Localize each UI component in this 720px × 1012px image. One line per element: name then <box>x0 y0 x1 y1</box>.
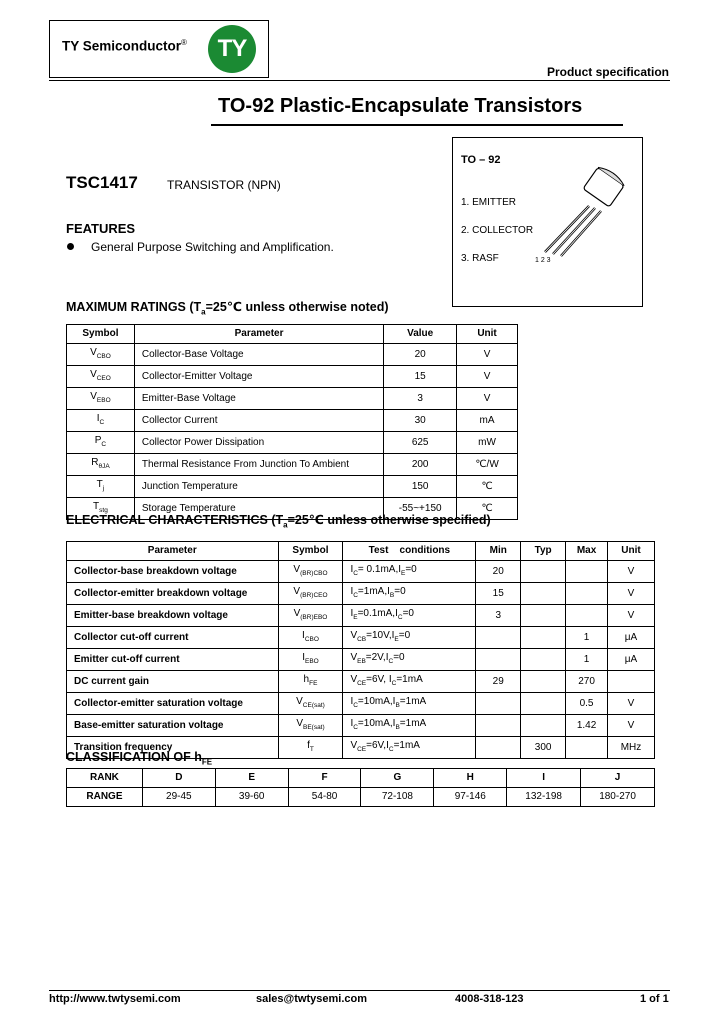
col-header: Symbol <box>278 542 343 561</box>
symbol-cell <box>67 475 135 497</box>
table-header-row <box>67 542 655 561</box>
parameter-cell: Emitter-Base Voltage <box>134 387 383 409</box>
symbol-subscript: CBO <box>304 635 319 643</box>
symbol-subscript: CEO <box>96 374 111 382</box>
symbol-cell <box>278 736 343 758</box>
footer-phone: 4008-318-123 <box>455 993 524 1005</box>
range-cell: 97-146 <box>434 787 507 806</box>
parameter-cell: Transition frequency <box>67 736 279 758</box>
title-underline <box>211 124 623 126</box>
pin-1-label: 1. EMITTER <box>461 197 517 208</box>
value-cell: 30 <box>384 409 457 431</box>
rank-cell: D <box>142 769 215 788</box>
table-row <box>67 714 655 736</box>
table-row <box>67 431 518 453</box>
symbol-letter: R <box>91 456 99 468</box>
value-cell: 3 <box>384 387 457 409</box>
min-cell <box>476 736 521 758</box>
max-cell: 0.5 <box>566 692 608 714</box>
symbol-subscript: CBO <box>96 352 111 360</box>
unit-cell: V <box>608 560 655 582</box>
unit-cell: V <box>608 692 655 714</box>
col-header: Min <box>476 542 521 561</box>
range-cell: 39-60 <box>215 787 288 806</box>
parameter-cell: Collector-emitter saturation voltage <box>67 692 279 714</box>
page-title: TO-92 Plastic-Encapsulate Transistors <box>218 95 583 117</box>
parameter-cell: DC current gain <box>67 670 279 692</box>
symbol-subscript: stg <box>99 506 108 514</box>
symbol-cell <box>67 343 135 365</box>
range-cell: 29-45 <box>142 787 215 806</box>
part-type: TRANSISTOR (NPN) <box>167 178 281 192</box>
table-row <box>67 387 518 409</box>
symbol-cell <box>67 365 135 387</box>
symbol-letter: V <box>90 368 97 380</box>
rank-cell: F <box>288 769 361 788</box>
table-row <box>67 670 655 692</box>
symbol-letter: T <box>93 500 100 512</box>
symbol-cell <box>278 582 343 604</box>
col-header: Symbol <box>67 325 135 344</box>
rank-cell: J <box>581 769 655 788</box>
test-condition-cell: $I_C=10mA,I_B=1mA$ <box>343 714 476 736</box>
parameter-cell: Collector-base breakdown voltage <box>67 560 279 582</box>
max-cell <box>566 736 608 758</box>
min-cell: 29 <box>476 670 521 692</box>
max-cell <box>566 560 608 582</box>
classification-table <box>66 768 655 807</box>
typ-cell <box>521 560 566 582</box>
col-header: Parameter <box>67 542 279 561</box>
table-row <box>67 604 655 626</box>
range-cell: 72-108 <box>361 787 434 806</box>
col-header: Test conditions <box>343 542 476 561</box>
parameter-cell: Junction Temperature <box>134 475 383 497</box>
symbol-letter: V <box>296 695 303 707</box>
symbol-cell <box>67 453 135 475</box>
page-number: 1 of 1 <box>640 993 669 1005</box>
table-row <box>67 453 518 475</box>
parameter-cell: Thermal Resistance From Junction To Ambient <box>134 453 383 475</box>
symbol-subscript: CE(sat) <box>302 701 325 709</box>
parameter-cell: Collector-emitter breakdown voltage <box>67 582 279 604</box>
col-header: Typ <box>521 542 566 561</box>
footer-rule <box>49 990 670 991</box>
symbol-subscript: C <box>101 440 107 448</box>
symbol-subscript: C <box>99 418 105 426</box>
symbol-subscript: T <box>309 745 314 753</box>
table-row <box>67 365 518 387</box>
company-name: TY Semiconductor® <box>62 38 187 54</box>
symbol-subscript: (BR)CEO <box>300 591 328 599</box>
test-condition-cell: $V_{CB}=10V,I_E=0$ <box>343 626 476 648</box>
symbol-subscript: j <box>102 484 105 492</box>
features-heading: FEATURES <box>66 221 136 236</box>
test-condition-cell: $V_{CE}=6V$, $I_C=1mA$ <box>343 670 476 692</box>
symbol-cell <box>278 670 343 692</box>
value-cell: 200 <box>384 453 457 475</box>
symbol-letter: I <box>302 651 305 663</box>
test-condition-cell: $I_C= 0.1mA,I_E=0$ <box>343 560 476 582</box>
max-ratings-table <box>66 324 518 520</box>
table-row <box>67 409 518 431</box>
electrical-table <box>66 541 655 759</box>
symbol-cell <box>278 648 343 670</box>
typ-cell <box>521 648 566 670</box>
unit-cell: V <box>457 343 518 365</box>
unit-cell: V <box>608 714 655 736</box>
unit-cell: MHz <box>608 736 655 758</box>
test-condition-cell: $V_{CE}=6V,I_C=1mA$ <box>343 736 476 758</box>
test-condition-cell: $I_E=0.1mA,I_C=0$ <box>343 604 476 626</box>
symbol-letter: V <box>293 563 301 575</box>
test-condition-cell: $I_C=10mA,I_B=1mA$ <box>343 692 476 714</box>
pin-2-label: 2. COLLECTOR <box>461 225 534 236</box>
symbol-subscript: (BR)EBO <box>300 613 328 621</box>
symbol-letter: V <box>293 607 301 619</box>
footer-website-link[interactable]: http://www.twtysemi.com <box>49 993 181 1005</box>
min-cell: 20 <box>476 560 521 582</box>
rank-cell: H <box>434 769 507 788</box>
unit-cell <box>608 670 655 692</box>
col-header: Parameter <box>134 325 383 344</box>
max-cell: 1 <box>566 626 608 648</box>
typ-cell <box>521 714 566 736</box>
table-row <box>67 692 655 714</box>
rank-row <box>67 769 655 788</box>
parameter-cell: Collector Current <box>134 409 383 431</box>
unit-cell: V <box>457 387 518 409</box>
unit-cell: V <box>457 365 518 387</box>
parameter-cell: Emitter-base breakdown voltage <box>67 604 279 626</box>
unit-cell: ℃/W <box>457 453 518 475</box>
symbol-letter: V <box>293 585 301 597</box>
symbol-cell <box>67 431 135 453</box>
symbol-letter: I <box>96 412 100 424</box>
range-cell: 132-198 <box>507 787 581 806</box>
symbol-letter: V <box>90 390 97 402</box>
header-box <box>49 20 269 78</box>
electrical-heading: ELECTRICAL CHARACTERISTICS ($T_a=25℃$ unless otherwise specified) <box>66 513 491 530</box>
rank-cell: G <box>361 769 434 788</box>
min-cell <box>476 648 521 670</box>
max-ratings-heading: MAXIMUM RATINGS ($T_a=25℃$ unless otherwise noted) <box>66 300 389 317</box>
document-type: Product specification <box>546 65 669 79</box>
max-cell <box>566 604 608 626</box>
symbol-subscript: FE <box>309 679 318 687</box>
min-cell <box>476 692 521 714</box>
pin-3-label: 3. RASF <box>461 253 499 264</box>
package-name: TO – 92 <box>461 154 501 166</box>
max-cell <box>566 582 608 604</box>
unit-cell: mW <box>457 431 518 453</box>
company-logo: TY <box>208 25 256 73</box>
typ-cell: 300 <box>521 736 566 758</box>
value-cell: -55~+150 <box>384 497 457 519</box>
col-header: Unit <box>608 542 655 561</box>
max-cell: 1 <box>566 648 608 670</box>
table-row <box>67 648 655 670</box>
feature-item: General Purpose Switching and Amplification. <box>91 240 334 254</box>
symbol-letter: V <box>90 346 97 358</box>
value-cell: 20 <box>384 343 457 365</box>
symbol-subscript: EBO <box>96 396 111 404</box>
symbol-cell <box>278 692 343 714</box>
symbol-letter: I <box>302 629 305 641</box>
col-header: Unit <box>457 325 518 344</box>
unit-cell: V <box>608 582 655 604</box>
table-row <box>67 582 655 604</box>
rank-cell: E <box>215 769 288 788</box>
pin-numbers: 1 2 3 <box>535 257 551 264</box>
max-cell: 270 <box>566 670 608 692</box>
symbol-cell <box>278 560 343 582</box>
table-row <box>67 343 518 365</box>
range-cell: 54-80 <box>288 787 361 806</box>
symbol-cell <box>278 604 343 626</box>
typ-cell <box>521 692 566 714</box>
col-header: Max <box>566 542 608 561</box>
part-number: TSC1417 <box>66 173 138 192</box>
typ-cell <box>521 582 566 604</box>
symbol-letter: T <box>96 478 103 490</box>
header-rule <box>49 80 670 81</box>
parameter-cell: Collector-Base Voltage <box>134 343 383 365</box>
table-row <box>67 560 655 582</box>
unit-cell: ℃ <box>457 497 518 519</box>
unit-cell: V <box>608 604 655 626</box>
footer-email-link[interactable]: sales@twtysemi.com <box>256 993 367 1005</box>
unit-cell: μA <box>608 626 655 648</box>
parameter-cell: Collector Power Dissipation <box>134 431 383 453</box>
parameter-cell: Collector cut-off current <box>67 626 279 648</box>
min-cell <box>476 714 521 736</box>
symbol-letter: f <box>307 739 310 751</box>
rank-label: RANK <box>67 769 143 788</box>
parameter-cell: Base-emitter saturation voltage <box>67 714 279 736</box>
min-cell: 15 <box>476 582 521 604</box>
range-row <box>67 787 655 806</box>
typ-cell <box>521 604 566 626</box>
parameter-cell: Emitter cut-off current <box>67 648 279 670</box>
range-label: RANGE <box>67 787 143 806</box>
symbol-cell <box>278 714 343 736</box>
unit-cell: mA <box>457 409 518 431</box>
test-condition-cell: $V_{EB}=2V,I_C=0$ <box>343 648 476 670</box>
parameter-cell: Storage Temperature <box>134 497 383 519</box>
unit-cell: μA <box>608 648 655 670</box>
symbol-letter: h <box>303 673 310 685</box>
min-cell <box>476 626 521 648</box>
col-header: Value <box>384 325 457 344</box>
classification-heading: CLASSIFICATION OF $h_{FE}$ <box>66 750 213 767</box>
symbol-subscript: EBO <box>305 657 319 665</box>
parameter-cell: Collector-Emitter Voltage <box>134 365 383 387</box>
symbol-cell <box>67 409 135 431</box>
table-header-row <box>67 325 518 344</box>
symbol-subscript: BE(sat) <box>302 723 325 731</box>
value-cell: 150 <box>384 475 457 497</box>
table-row <box>67 475 518 497</box>
bullet-icon <box>67 243 74 250</box>
unit-cell: ℃ <box>457 475 518 497</box>
to92-package-drawing <box>531 166 639 266</box>
symbol-cell <box>67 387 135 409</box>
symbol-letter: P <box>94 434 102 446</box>
range-cell: 180-270 <box>581 787 655 806</box>
typ-cell <box>521 670 566 692</box>
value-cell: 15 <box>384 365 457 387</box>
test-condition-cell: $I_C=1mA,I_B=0$ <box>343 582 476 604</box>
min-cell: 3 <box>476 604 521 626</box>
symbol-subscript: θJA <box>98 462 110 470</box>
symbol-cell <box>278 626 343 648</box>
table-row <box>67 626 655 648</box>
symbol-subscript: (BR)CBO <box>300 569 328 577</box>
typ-cell <box>521 626 566 648</box>
rank-cell: I <box>507 769 581 788</box>
package-box <box>452 137 643 307</box>
value-cell: 625 <box>384 431 457 453</box>
symbol-letter: V <box>296 717 303 729</box>
max-cell: 1.42 <box>566 714 608 736</box>
